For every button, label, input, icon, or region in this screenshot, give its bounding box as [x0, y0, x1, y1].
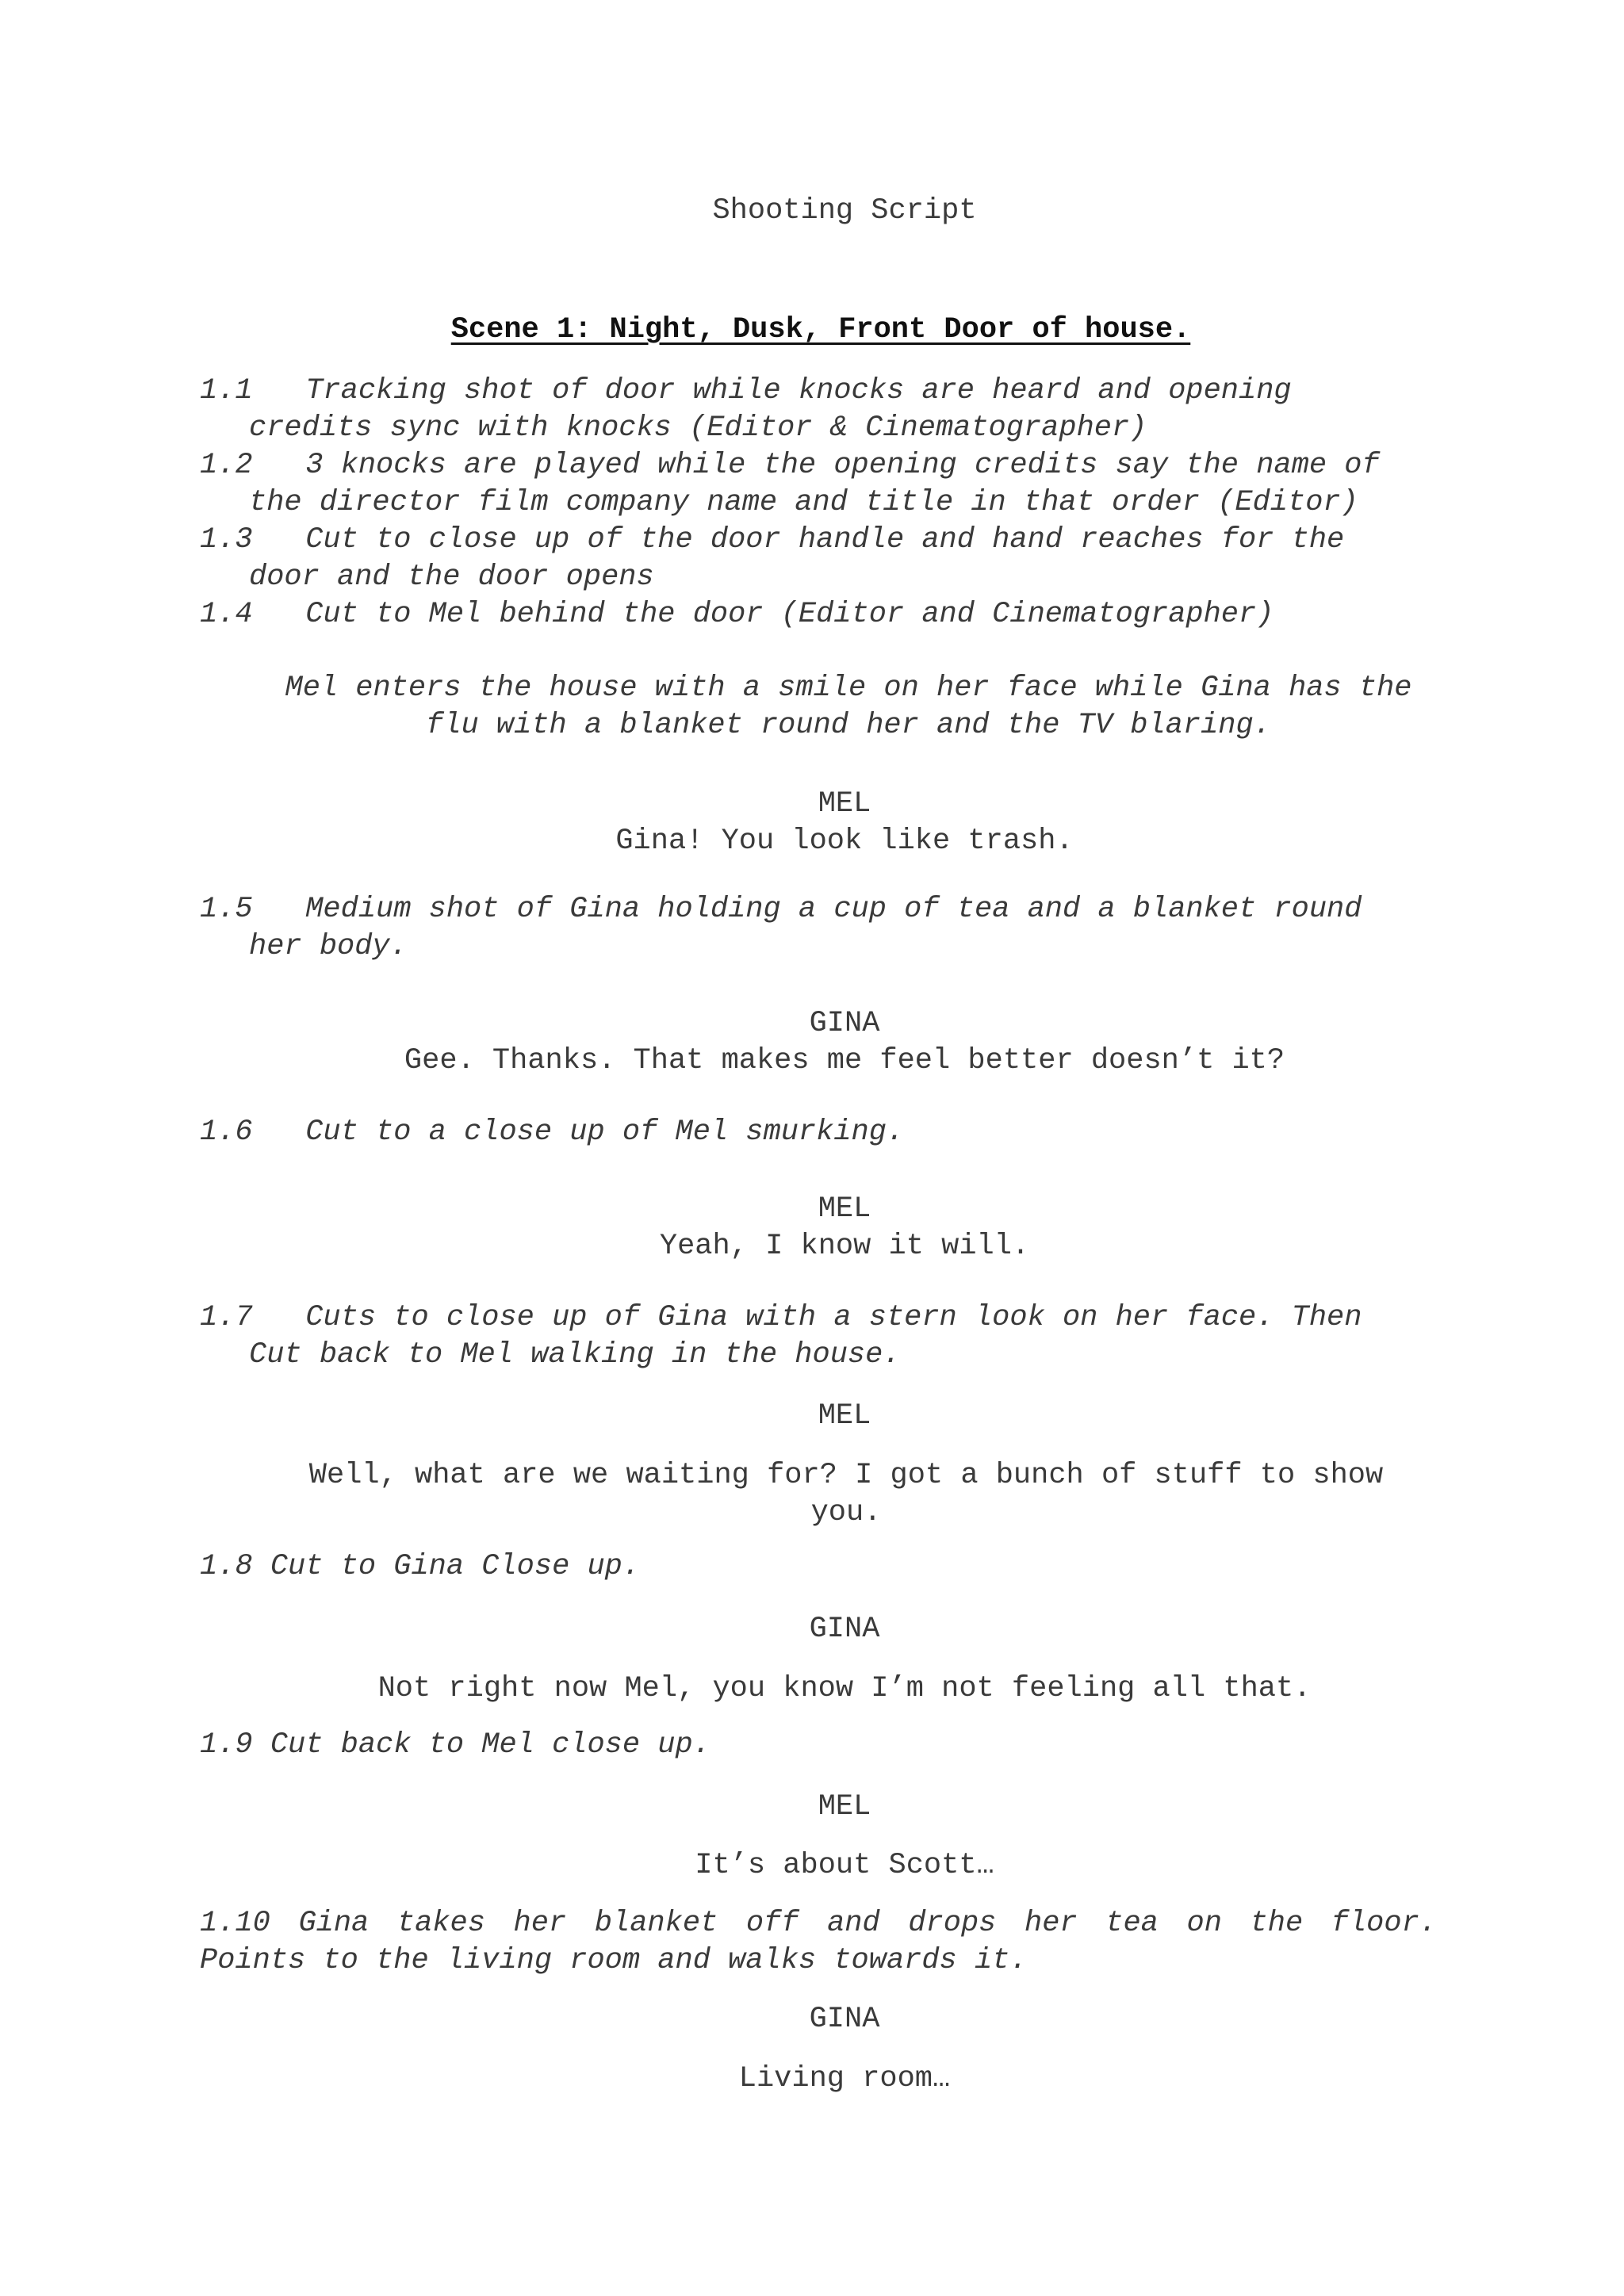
dialogue-line: Gee. Thanks. That makes me feel better doesn’t it? — [404, 1044, 1285, 1077]
character-name: MEL — [818, 1192, 871, 1226]
shot-text: 1.2 3 knocks are played while the opening credits say the name of — [200, 449, 1380, 482]
shot-text: Cut back to Mel walking in the house. — [249, 1338, 901, 1372]
shot-text: 1.7 Cuts to close up of Gina with a stern look on her face. Then — [200, 1301, 1362, 1334]
shot-1-10 — [200, 1905, 1437, 1980]
dialogue-line: Living room… — [738, 2062, 951, 2095]
shot-text: Points to the living room and walks towards it. — [200, 1944, 1028, 1977]
shot-text: 1.6 Cut to a close up of Mel smurking. — [200, 1115, 905, 1149]
character-name: MEL — [818, 1790, 871, 1823]
character-name: GINA — [809, 2003, 880, 2036]
dialogue-line: It’s about Scott… — [695, 1849, 994, 1882]
shot-text: 1.5 Medium shot of Gina holding a cup of tea and a blanket round — [200, 893, 1362, 926]
shot-text: 1.1 Tracking shot of door while knocks are heard and opening — [200, 374, 1292, 408]
document-title: Shooting Script — [712, 194, 977, 228]
shot-1-8 — [200, 1548, 1437, 1586]
shot-1-4 — [200, 596, 1437, 633]
character-name: MEL — [818, 787, 871, 821]
character-name: MEL — [818, 1399, 871, 1433]
dialogue-line: Not right now Mel, you know I’m not feeling all that. — [377, 1672, 1312, 1705]
shot-text: 1.10 Gina takes her blanket off and drops her tea on the floor. — [200, 1907, 1437, 1940]
dialogue-block — [287, 1457, 1405, 1532]
shot-1-3 — [200, 522, 1437, 596]
dialogue-line: Yeah, I know it will. — [659, 1230, 1030, 1263]
dialogue-line: Well, what are we waiting for? I got a bunch of stuff to show — [308, 1459, 1384, 1492]
shot-1-1 — [200, 373, 1437, 447]
dialogue-line: Gina! You look like trash. — [615, 825, 1074, 858]
shot-text: 1.3 Cut to close up of the door handle and hand reaches for the — [200, 523, 1345, 557]
action-line: Mel enters the house with a smile on her face while Gina has the — [285, 672, 1412, 705]
character-name: GINA — [809, 1007, 880, 1040]
shot-1-9 — [200, 1727, 1437, 1764]
shot-1-2 — [200, 447, 1437, 522]
shot-text: door and the door opens — [249, 561, 654, 594]
shot-text: 1.9 Cut back to Mel close up. — [200, 1728, 710, 1762]
shot-text: her body. — [249, 930, 408, 963]
character-name: GINA — [809, 1613, 880, 1646]
dialogue-line: you. — [810, 1496, 882, 1529]
shot-text: 1.8 Cut to Gina Close up. — [200, 1550, 641, 1583]
shot-1-6 — [200, 1114, 1437, 1151]
action-description — [246, 670, 1451, 744]
shot-1-5 — [200, 891, 1437, 966]
shot-1-7 — [200, 1299, 1437, 1374]
shot-text: 1.4 Cut to Mel behind the door (Editor and Cinematographer) — [200, 598, 1274, 631]
shot-text: the director film company name and title in that order (Editor) — [249, 486, 1358, 519]
shot-text: credits sync with knocks (Editor & Cinematographer) — [249, 411, 1147, 445]
action-line: flu with a blanket round her and the TV blaring. — [426, 709, 1271, 742]
scene-heading: Scene 1: Night, Dusk, Front Door of house. — [450, 313, 1191, 346]
